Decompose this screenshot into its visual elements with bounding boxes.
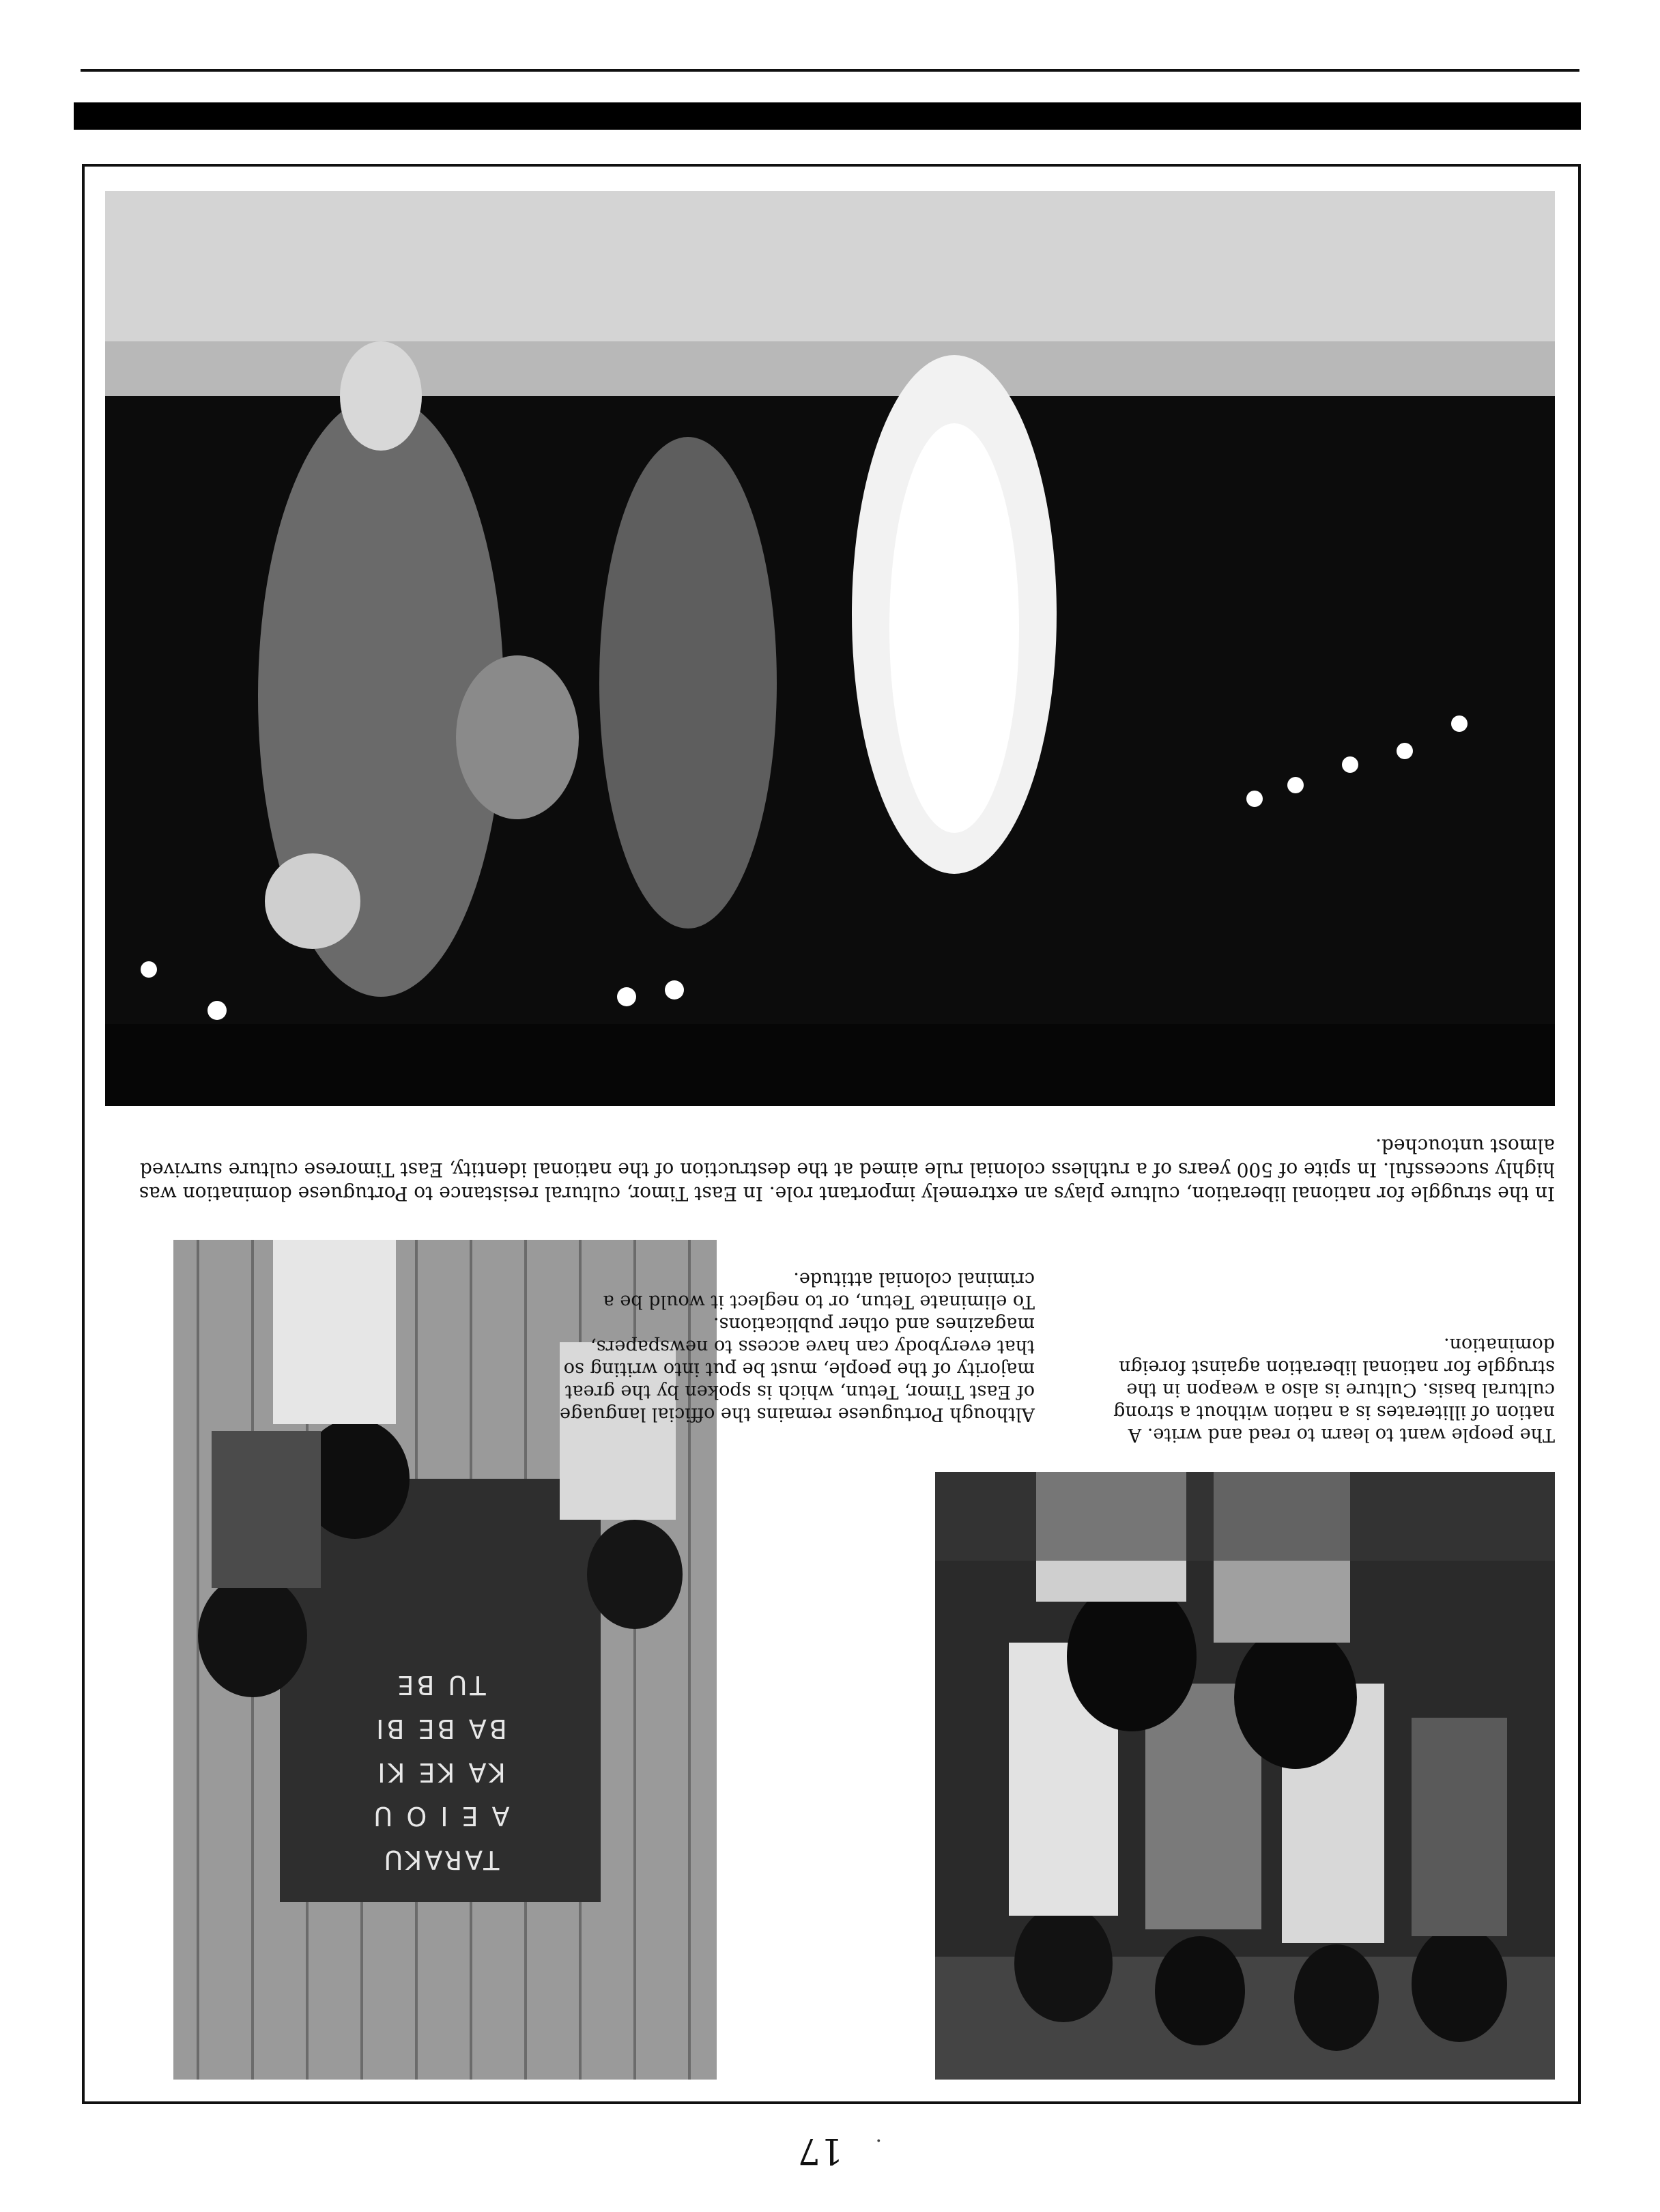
language-caption: [549, 1268, 1035, 1426]
language-paragraph-1: Although Portuguese remains the official language of East Timor, Tetun, which is spoken by the great majority of the people, must be put into writing so that everybody can have access to newspapers, magazines and other publications.: [560, 1314, 1035, 1425]
literacy-paragraph: The people want to learn to read and write. A nation of illiterates is a nation without a strong cultural basis. Culture is also a weapon in the struggle for national liberation against foreign domination.: [1113, 1334, 1555, 1445]
content-frame: [82, 164, 1581, 2104]
culture-caption: [105, 1134, 1555, 1206]
dance-photo: [105, 191, 1555, 1106]
heavy-divider-bar: [74, 102, 1581, 130]
literacy-caption: [1077, 1333, 1555, 1446]
language-paragraph-2: To eliminate Tetun, or to neglect it would be a criminal colonial attitude.: [603, 1268, 1035, 1312]
page-number: 17: [797, 2130, 844, 2171]
blackboard-line: TU BE: [395, 1670, 486, 1700]
dot-mark: ·: [875, 2128, 882, 2152]
group-photo: [935, 1472, 1555, 2080]
blackboard-line: TARAKU: [381, 1845, 500, 1875]
blackboard-line: KA KE KI: [375, 1757, 506, 1787]
culture-paragraph: In the struggle for national liberation, culture plays an extremely important role. In East Timor, cultural resistance to Portuguese domination was highly successful. In spite of 500 years of a ruthless colonial rule aimed at the destruction of the national identity, East Timorese culture survived almost untouched.: [139, 1135, 1555, 1205]
blackboard-line: BA BE BI: [373, 1714, 507, 1744]
blackboard-text: [290, 1663, 590, 1882]
blackboard-line: A E I O U: [371, 1801, 510, 1831]
bottom-rule: [81, 69, 1579, 72]
